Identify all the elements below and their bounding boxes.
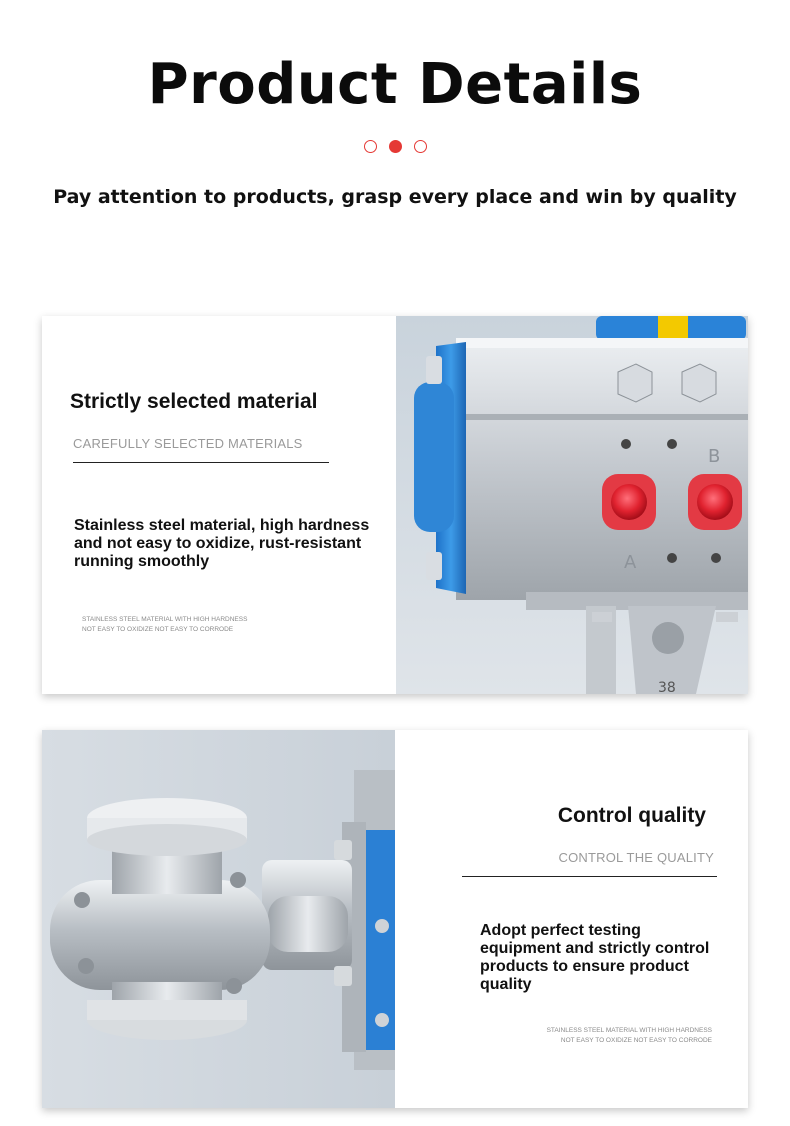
port-label-a: A [624,552,637,573]
butterfly-valve-photo [42,730,395,1108]
card-english-caption: CAREFULLY SELECTED MATERIALS [73,436,303,451]
card-heading: Strictly selected material [70,390,318,413]
feature-card-material [42,316,748,694]
feature-card-quality [42,730,748,1108]
port-label-b: B [708,446,721,467]
card-body-text: Stainless steel material, high hardness and not easy to oxidize, rust-resistant running smoothly [74,517,370,570]
pager-dot[interactable] [364,140,377,153]
card-body-text: Adopt perfect testing equipment and strictly control products to ensure product quality [480,922,710,993]
pager-dot[interactable] [414,140,427,153]
card-fine-print [82,615,247,635]
page-tagline: Pay attention to products, grasp every place and win by quality [53,186,737,208]
fine-print-line: NOT EASY TO OXIDIZE NOT EASY TO CORRODE [82,626,234,633]
actuator-photo [396,316,748,694]
divider [462,876,717,877]
pager-dots [0,140,790,153]
pager-dot-active[interactable] [389,140,402,153]
fine-print-line: STAINLESS STEEL MATERIAL WITH HIGH HARDNESS [546,1027,712,1034]
page-title: Product Details [147,52,643,117]
fine-print-line: STAINLESS STEEL MATERIAL WITH HIGH HARDNESS [82,616,248,623]
card-english-caption: CONTROL THE QUALITY [558,850,714,865]
card-heading: Control quality [557,804,706,827]
divider [73,462,329,463]
fine-print-line: NOT EASY TO OXIDIZE NOT EASY TO CORRODE [560,1037,712,1044]
card-fine-print [547,1026,712,1046]
valve-stamp: 38 [658,680,676,694]
